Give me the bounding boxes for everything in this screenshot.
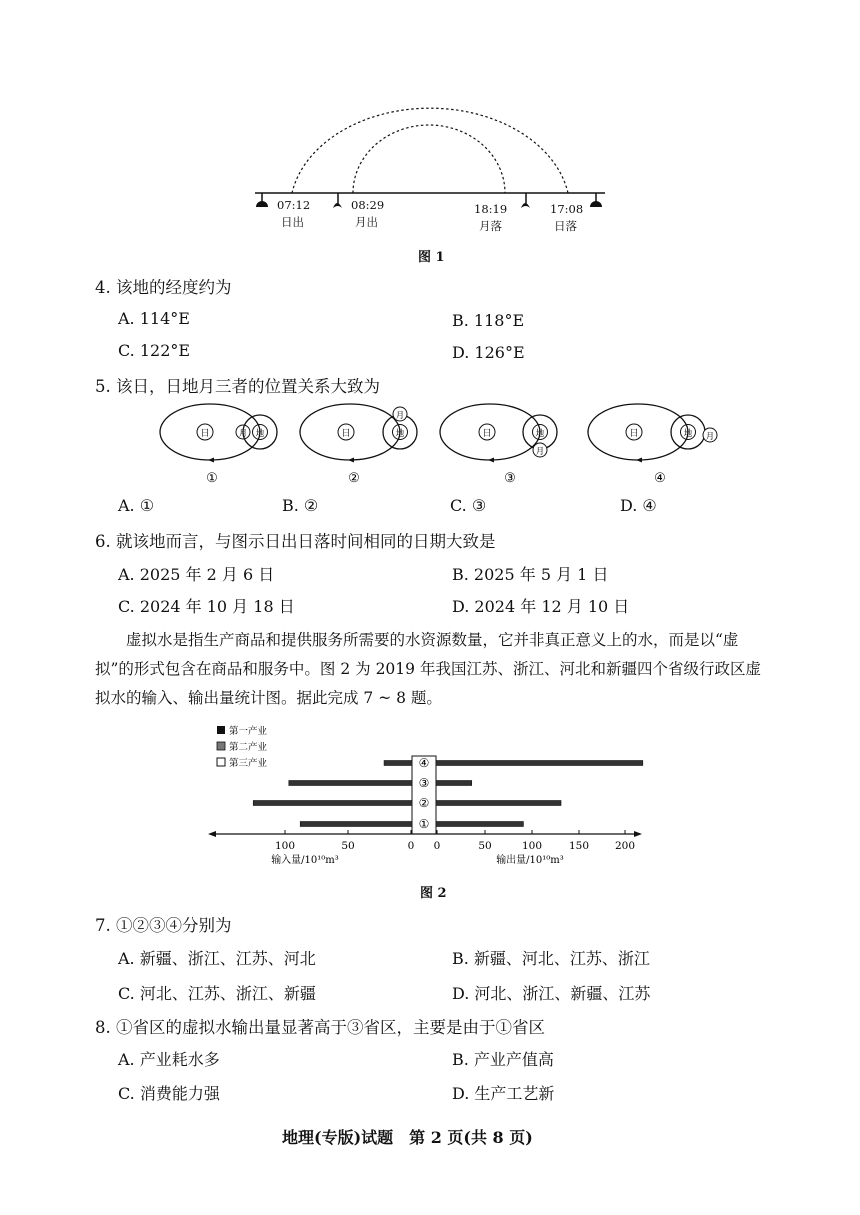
earth-label-4: 地	[683, 429, 693, 439]
region-label-4: ④	[418, 756, 430, 770]
q7-option-a[interactable]: A. 新疆、浙江、江苏、河北	[118, 949, 316, 968]
diagram-number-2: ②	[348, 471, 360, 486]
q7-option-d[interactable]: D. 河北、浙江、新疆、江苏	[452, 984, 651, 1003]
region-label-2: ②	[418, 796, 430, 810]
right-tick-150: 150	[568, 840, 590, 852]
left-axis-arrow-icon	[208, 831, 216, 837]
q8-option-c[interactable]: C. 消费能力强	[118, 1084, 220, 1103]
output-bar-4	[436, 822, 523, 827]
moon-label-2: 月	[395, 411, 405, 421]
right-axis-arrow-icon	[634, 831, 642, 837]
sunset-label: 日落	[554, 219, 577, 233]
input-bar-4	[300, 822, 412, 827]
earth-label-2: 地	[395, 429, 405, 439]
page-footer: 地理(专版)试题 第 2 页(共 8 页)	[282, 1128, 533, 1147]
moon-label-4: 月	[705, 432, 715, 442]
moonrise-label: 月出	[355, 215, 378, 229]
legend-label-3: 第三产业	[229, 758, 268, 769]
legend-swatch-2	[217, 742, 225, 750]
sunrise-icon	[256, 193, 268, 207]
region-label-3: ③	[418, 776, 430, 790]
q6-option-b[interactable]: B. 2025 年 5 月 1 日	[452, 565, 609, 584]
q5-option-c[interactable]: C. ③	[450, 496, 487, 515]
left-tick-100: 100	[274, 840, 296, 852]
output-bar-2	[436, 781, 472, 786]
moon-label-1: 月	[238, 429, 248, 439]
left-tick-0: 0	[407, 840, 415, 852]
question-5-stem: 5. 该日，日地月三者的位置关系大致为	[95, 377, 380, 396]
passage-text: 虚拟水是指生产商品和提供服务所需要的水资源数量，它并非真正意义上的水，而是以“虚拟”的形式包含在商品和服务中。图 2 为 2019 年我国江苏、浙江、河北和新疆四个省级行政区虚拟水的输入、输出量统计图。据此完成 7 ~ 8 题。	[95, 631, 761, 707]
question-4-stem: 4. 该地的经度约为	[95, 278, 232, 297]
q8-option-b[interactable]: B. 产业产值高	[452, 1050, 554, 1069]
moonset-icon	[521, 193, 530, 208]
legend-label-2: 第二产业	[229, 742, 268, 753]
q5-option-b[interactable]: B. ②	[282, 496, 319, 515]
q5-option-a[interactable]: A. ①	[118, 496, 155, 515]
q5-option-d[interactable]: D. ④	[620, 496, 657, 515]
diagram-number-4: ④	[654, 471, 666, 486]
sunset-icon	[590, 193, 602, 207]
diagram-number-1: ①	[206, 471, 218, 486]
question-8-stem: 8. ①省区的虚拟水输出量显著高于③省区，主要是由于①省区	[95, 1018, 545, 1037]
right-tick-50: 50	[478, 840, 492, 852]
diagram-number-3: ③	[504, 471, 516, 486]
input-bar-2	[289, 781, 412, 786]
legend-label-1: 第一产业	[229, 726, 268, 737]
sun-label-1: 日	[200, 429, 210, 439]
right-tick-100: 100	[521, 840, 543, 852]
q7-option-b[interactable]: B. 新疆、河北、江苏、浙江	[452, 949, 650, 968]
orbit-diagram-2	[300, 404, 417, 486]
question-7-stem: 7. ①②③④分别为	[95, 916, 232, 935]
sun-label-4: 日	[629, 429, 639, 439]
earth-label-1: 地	[255, 429, 265, 439]
sun-label-3: 日	[482, 429, 492, 439]
moonset-time: 18:19	[474, 202, 508, 216]
right-tick-200: 200	[614, 840, 636, 852]
orbit-diagrams	[150, 400, 750, 490]
output-bar-3	[436, 801, 561, 806]
right-tick-0: 0	[433, 840, 441, 852]
q8-option-d[interactable]: D. 生产工艺新	[452, 1084, 555, 1103]
sunset-time: 17:08	[550, 202, 584, 216]
figure1-caption: 图 1	[418, 250, 445, 265]
figure2-chart	[200, 720, 650, 875]
moon-label-3: 月	[535, 447, 545, 457]
left-tick-50: 50	[341, 840, 355, 852]
moon-path-arc	[353, 125, 505, 193]
q4-option-a[interactable]: A. 114°E	[118, 309, 190, 328]
sun-path-arc	[292, 108, 568, 193]
legend-swatch-1	[217, 726, 225, 734]
q6-option-a[interactable]: A. 2025 年 2 月 6 日	[118, 565, 275, 584]
earth-label-3: 地	[535, 429, 545, 439]
sunrise-time: 07:12	[277, 198, 311, 212]
q6-option-c[interactable]: C. 2024 年 10 月 18 日	[118, 597, 295, 616]
q6-option-d[interactable]: D. 2024 年 12 月 10 日	[452, 597, 630, 616]
figure2-bars	[253, 761, 643, 827]
moonrise-icon	[333, 193, 342, 208]
question-6-stem: 6. 就该地而言，与图示日出日落时间相同的日期大致是	[95, 532, 496, 551]
figure2-caption: 图 2	[420, 886, 447, 901]
orbit-diagram-4	[588, 404, 717, 486]
q8-option-a[interactable]: A. 产业耗水多	[118, 1050, 220, 1069]
sunrise-label: 日出	[281, 215, 304, 229]
q4-option-c[interactable]: C. 122°E	[118, 341, 191, 360]
moonset-label: 月落	[479, 219, 502, 233]
left-axis-label: 输入量/10¹⁰m³	[271, 855, 339, 866]
legend-swatch-3	[217, 758, 225, 766]
output-bar-1	[436, 761, 643, 766]
right-axis-label: 输出量/10¹⁰m³	[496, 855, 564, 866]
orbit-diagram-3	[440, 404, 557, 486]
moonrise-time: 08:29	[351, 198, 385, 212]
q7-option-c[interactable]: C. 河北、江苏、浙江、新疆	[118, 984, 316, 1003]
input-bar-3	[253, 801, 412, 806]
q4-option-b[interactable]: B. 118°E	[452, 311, 525, 330]
region-label-1: ①	[418, 817, 430, 831]
sun-label-2: 日	[341, 429, 351, 439]
input-bar-1	[384, 761, 412, 766]
orbit-diagram-1	[160, 404, 277, 486]
q4-option-d[interactable]: D. 126°E	[452, 343, 525, 362]
